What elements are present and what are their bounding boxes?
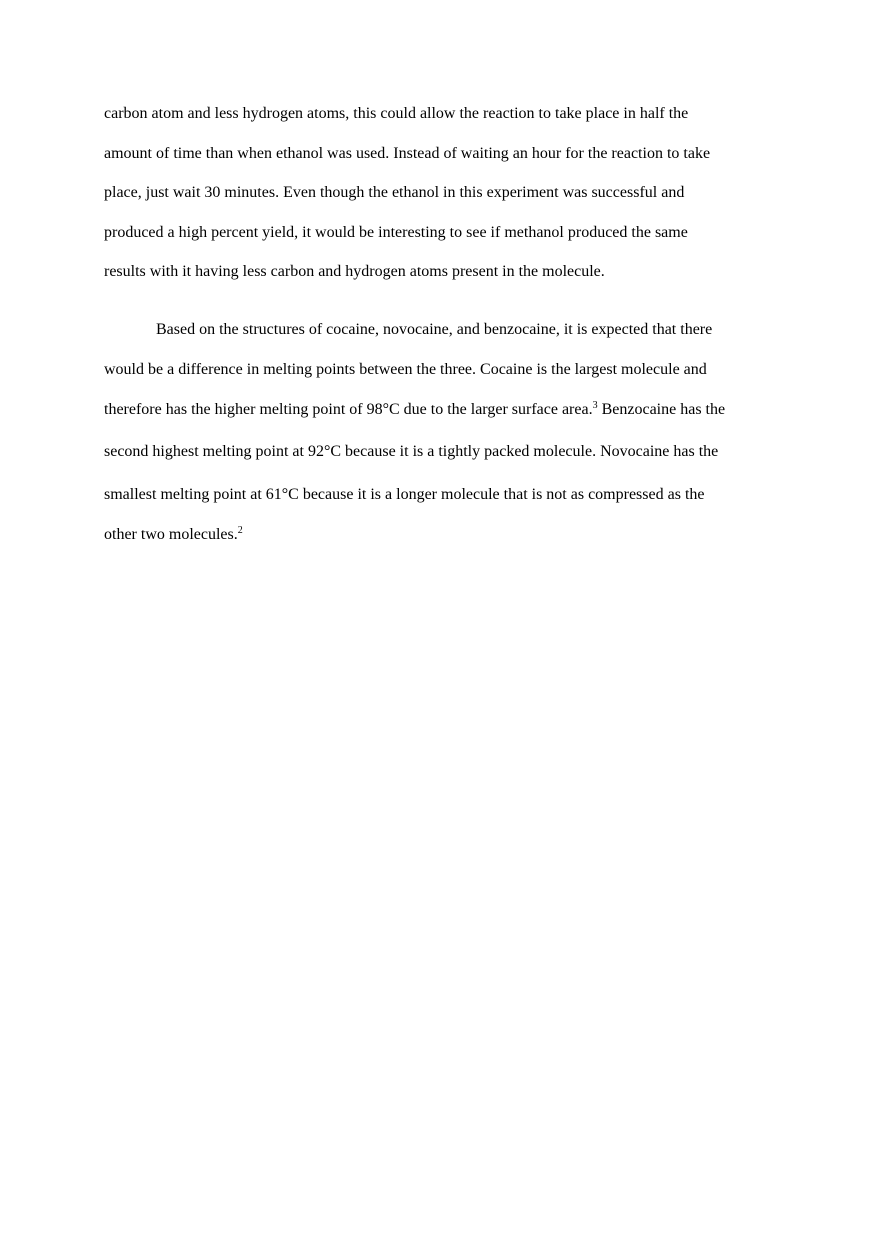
text-line: results with it having less carbon and hydrogen atoms present in the molecule.	[104, 263, 605, 280]
text-line: place, just wait 30 minutes. Even though the ethanol in this experiment was successful and	[104, 184, 685, 201]
text-line	[104, 525, 243, 545]
text-line: would be a difference in melting points between the three. Cocaine is the largest molecule and	[104, 361, 707, 378]
text-segment: other two molecules.	[104, 526, 238, 543]
text-segment: Benzocaine has the	[597, 401, 726, 418]
text-line	[104, 400, 725, 420]
text-segment: therefore has the higher melting point of 98°C due to the larger surface area.	[104, 401, 593, 418]
text-line: carbon atom and less hydrogen atoms, this could allow the reaction to take place in half the	[104, 105, 689, 122]
text-line: amount of time than when ethanol was used. Instead of waiting an hour for the reaction to take	[104, 145, 711, 162]
text-line: Based on the structures of cocaine, novocaine, and benzocaine, it is expected that there	[156, 321, 713, 338]
text-line: smallest melting point at 61°C because it is a longer molecule that is not as compressed as the	[104, 486, 705, 503]
citation-superscript: 2	[237, 525, 243, 536]
citation-superscript: 3	[592, 400, 598, 411]
text-line: produced a high percent yield, it would be interesting to see if methanol produced the same	[104, 224, 688, 241]
text-line: second highest melting point at 92°C because it is a tightly packed molecule. Novocaine has the	[104, 443, 719, 460]
